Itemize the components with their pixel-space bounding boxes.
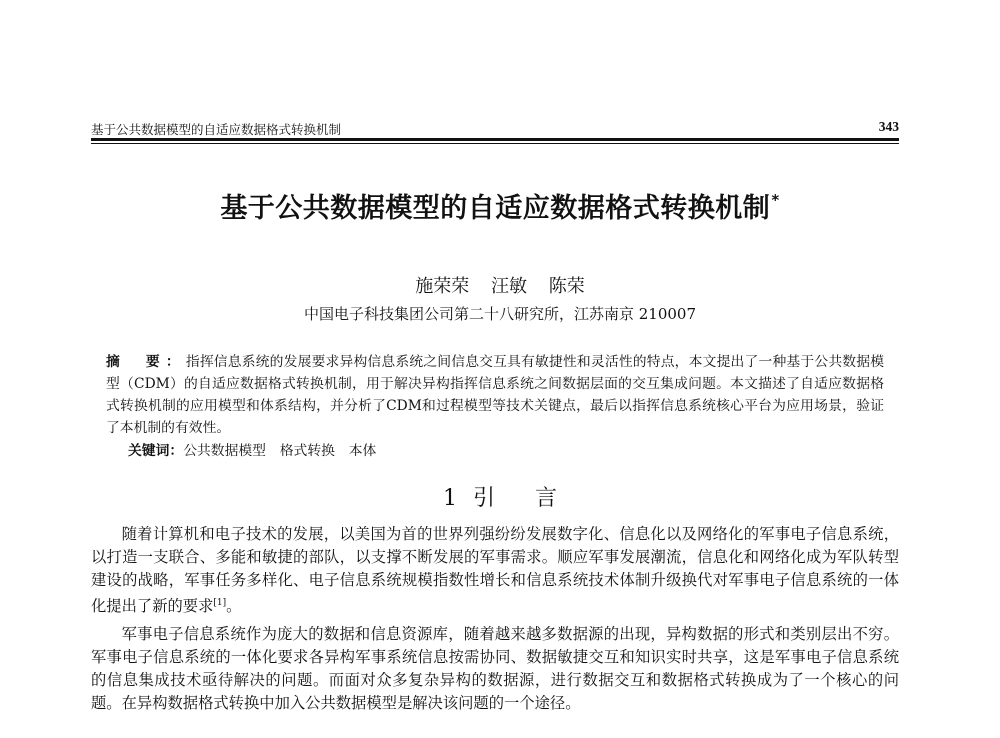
- paper-title: [60, 186, 940, 225]
- paragraph-end: 。: [226, 597, 242, 615]
- body-paragraph-1: [91, 523, 899, 618]
- keywords-label: 关键词：: [128, 443, 184, 459]
- running-head-title: 基于公共数据模型的自适应数据格式转换机制: [91, 122, 342, 137]
- abstract: [106, 351, 884, 439]
- abstract-label: 摘 要：: [106, 354, 186, 370]
- paragraph-text: 随着计算机和电子技术的发展，以美国为首的世界列强纷纷发展数字化、信息化以及网络化的军事电子信息系统，以打造一支联合、多能和敏捷的部队，以支撑不断发展的军事需求。顺应军事发展潮流，信息化和网络化成为军队转型建设的战略，军事任务多样化、电子信息系统规模指数性增长和信息系统技术体制升级换代对军事电子信息系统的一体化提出了新的要求: [91, 525, 899, 615]
- page-number: 343: [878, 119, 899, 134]
- header-rule-thick: [91, 138, 899, 141]
- keywords-text: 公共数据模型 格式转换 本体: [183, 443, 377, 459]
- citation-ref: [1]: [213, 598, 227, 608]
- author: 施荣荣: [415, 276, 470, 297]
- section-title: 引言: [472, 486, 597, 511]
- section-number: 1: [442, 486, 457, 511]
- abstract-text: 指挥信息系统的发展要求异构信息系统之间信息交互具有敏捷性和灵活性的特点，本文提出了一种基于公共数据模型（CDM）的自适应数据格式转换机制，用于解决异构指挥信息系统之间数据层面的交互集成问题。本文描述了自适应数据格式转换机制的应用模型和体系结构，并分析了CDM和过程模型等技术关键点，最后以指挥信息系统核心平台为应用场景，验证了本机制的有效性。: [106, 354, 885, 436]
- authors: [0, 272, 1000, 298]
- title-footnote-marker: *: [771, 191, 780, 209]
- affiliation: 中国电子科技集团公司第二十八研究所，江苏南京 210007: [303, 305, 697, 323]
- body-paragraph-2: [91, 623, 899, 715]
- running-head: [91, 118, 899, 138]
- author: 汪敏: [491, 276, 527, 297]
- keywords: [128, 439, 376, 459]
- header-rule-thin: [91, 143, 899, 144]
- author: 陈荣: [548, 276, 585, 297]
- paragraph-text: 军事电子信息系统作为庞大的数据和信息资源库，随着越来越多数据源的出现，异构数据的形式和类别层出不穷。军事电子信息系统的一体化要求各异构军事系统信息按需协同、数据敏捷交互和知识实时共享，这是军事电子信息系统的信息集成技术亟待解决的问题。而面对众多复杂异构的数据源，进行数据交互和数据格式转换成为了一个核心的问题。在异构数据格式转换中加入公共数据模型是解决该问题的一个途径。: [91, 625, 899, 712]
- paper-title-text: 基于公共数据模型的自适应数据格式转换机制: [220, 193, 771, 224]
- section-heading: [0, 481, 1000, 512]
